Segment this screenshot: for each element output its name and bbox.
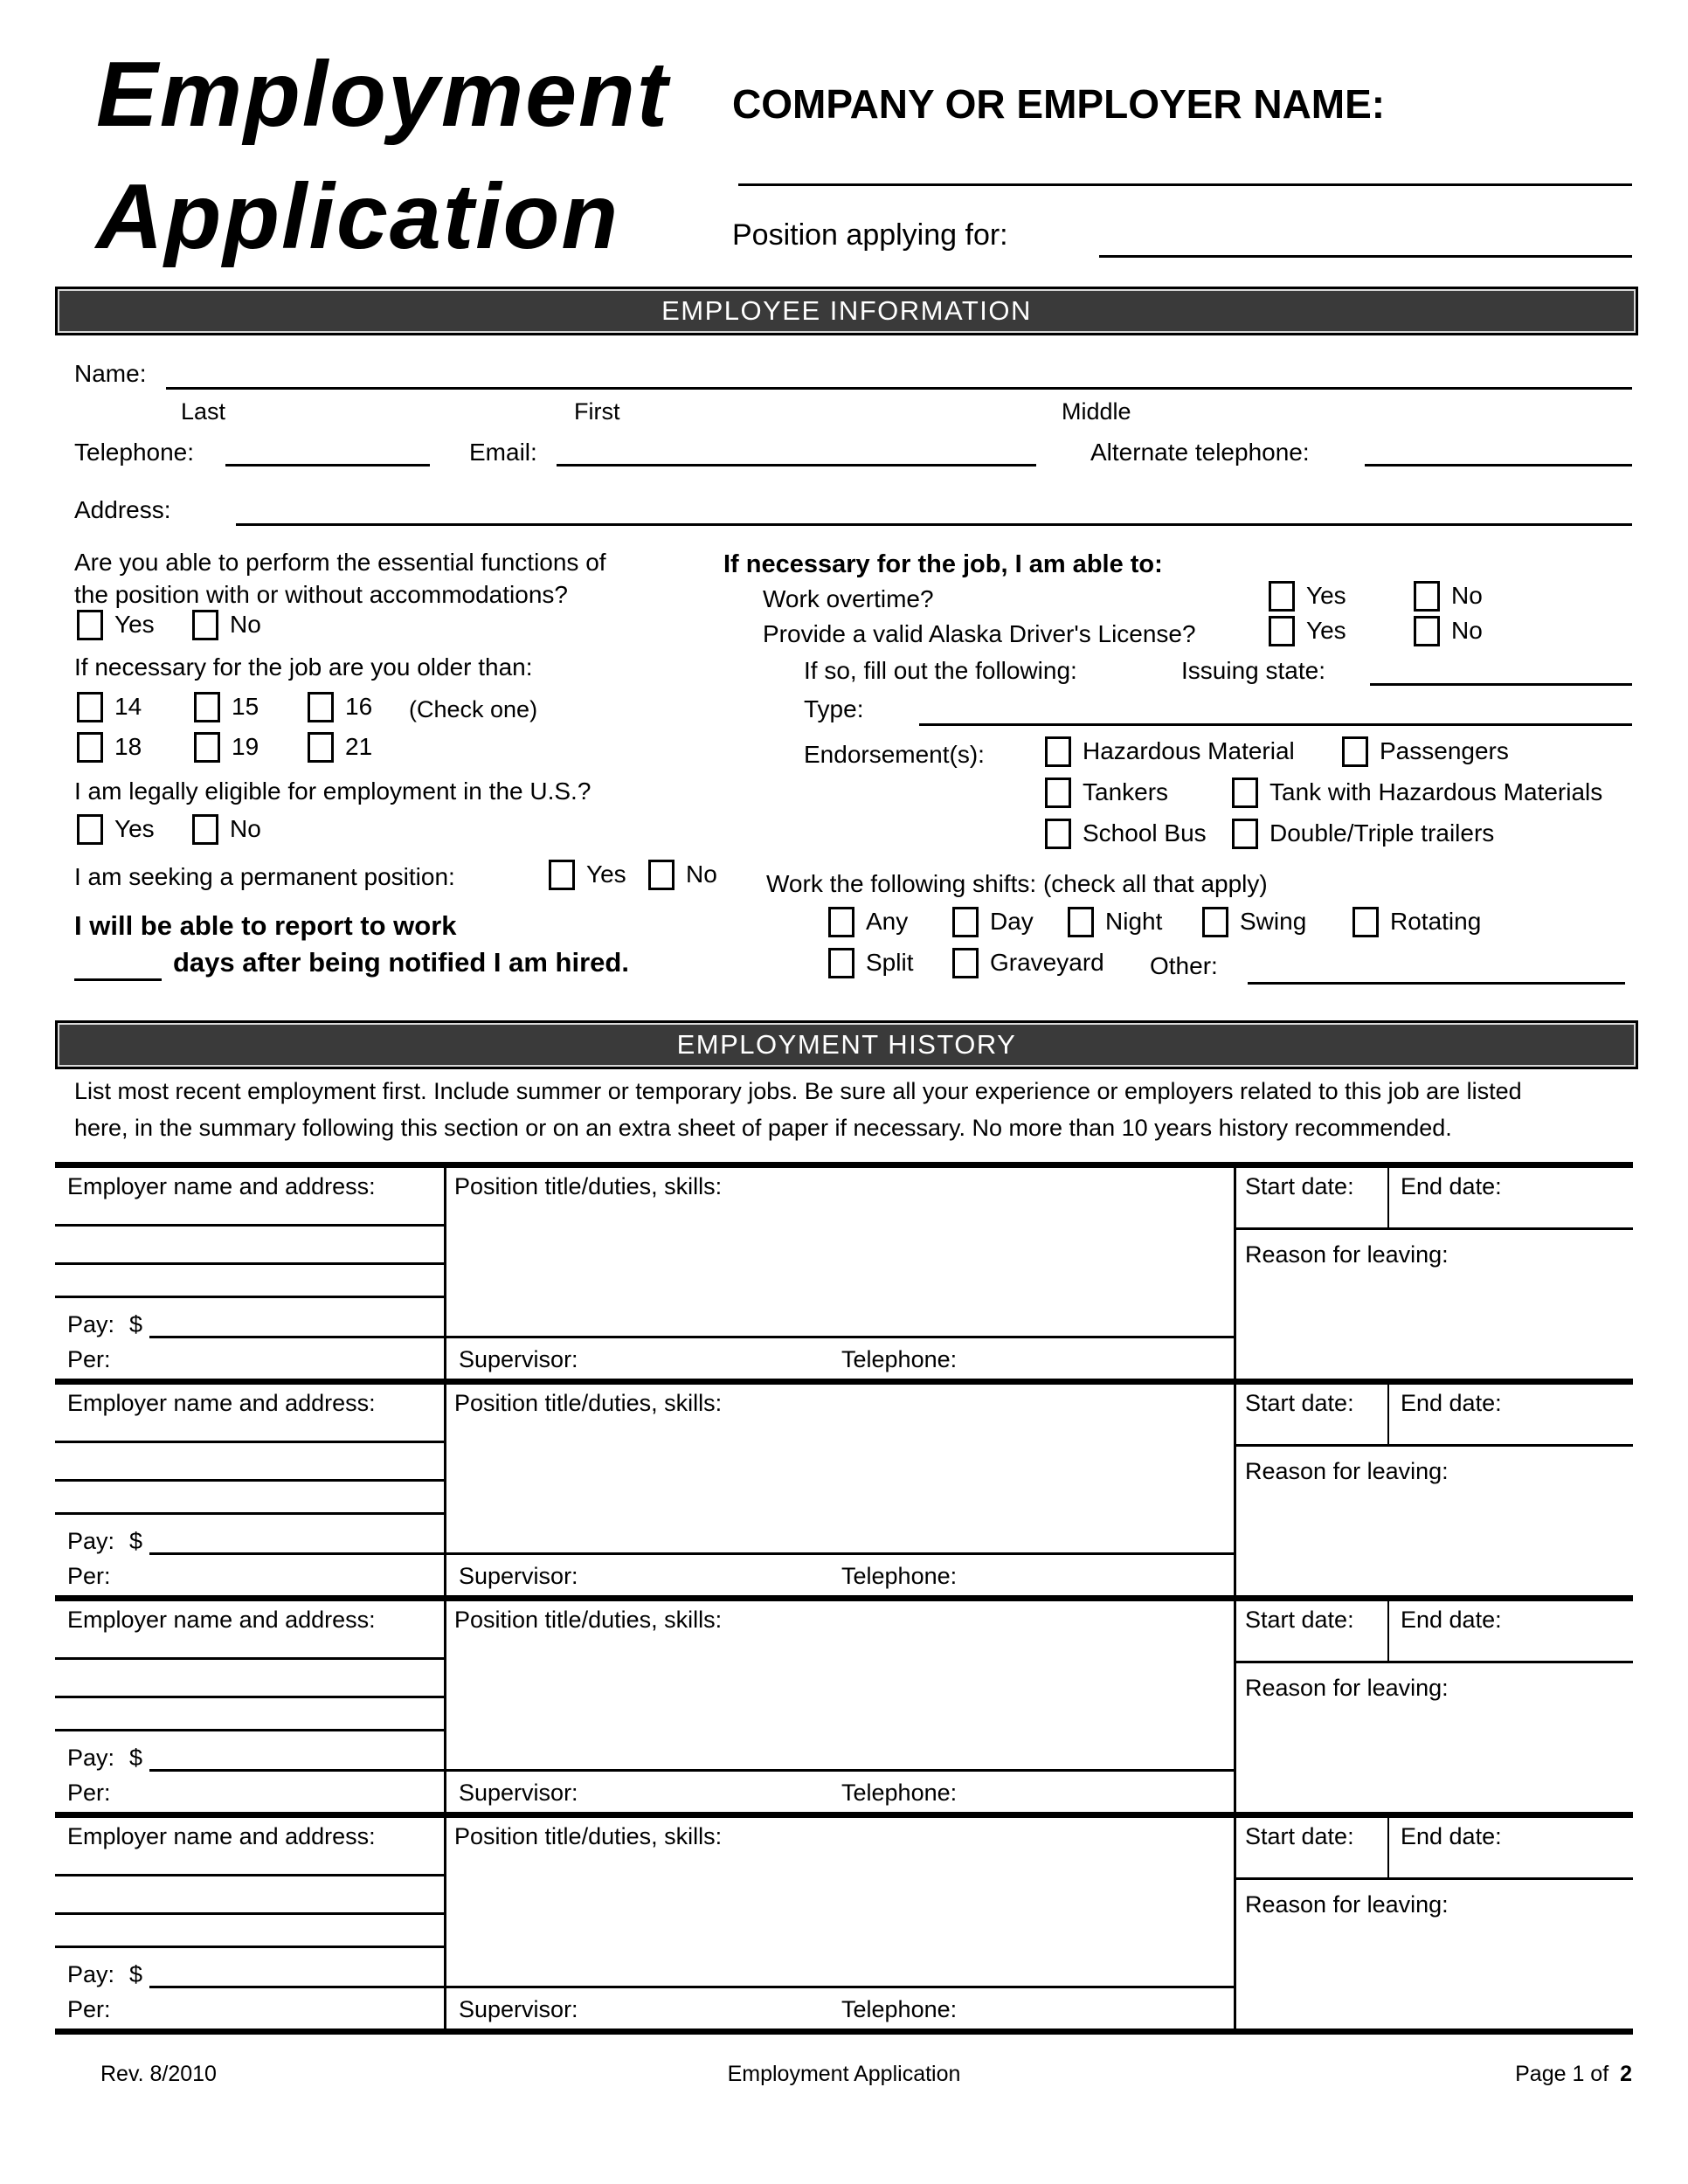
employee-information-title: EMPLOYEE INFORMATION [661, 295, 1032, 326]
start-date-label: Start date: [1245, 1390, 1354, 1416]
employer-address-line-1[interactable] [55, 1441, 444, 1443]
shifts-heading: Work the following shifts: (check all that apply) [766, 870, 1268, 897]
supervisor-label: Supervisor: [459, 1780, 578, 1806]
pay-dollar-sign: $ [129, 1311, 143, 1337]
telephone-field[interactable] [225, 464, 430, 467]
permanent-yes-label: Yes [586, 860, 626, 888]
endorsement-hazmat-checkbox[interactable] [1045, 736, 1071, 767]
pay-label: Pay: [67, 1311, 115, 1337]
start-date-label: Start date: [1245, 1607, 1354, 1633]
supervisor-strip-divider [446, 1336, 1234, 1338]
report-days-field[interactable] [74, 978, 162, 981]
employer-address-line-3[interactable] [55, 1946, 444, 1948]
overtime-yes-checkbox[interactable] [1269, 581, 1295, 612]
age-18-checkbox[interactable] [77, 732, 103, 763]
older-than-question: If necessary for the job are you older than: [74, 653, 533, 681]
column-divider-1 [444, 1168, 446, 1379]
permanent-position-question: I am seeking a permanent position: [74, 863, 455, 890]
employer-address-line-2[interactable] [55, 1479, 444, 1482]
report-to-work-line1: I will be able to report to work [74, 910, 457, 941]
employer-address-line-3[interactable] [55, 1512, 444, 1515]
position-applying-field[interactable] [1099, 255, 1632, 258]
name-sub-last: Last [181, 398, 226, 425]
email-field[interactable] [557, 464, 1036, 467]
per-label: Per: [67, 1780, 111, 1806]
employer-name-label: Employer name and address: [67, 1390, 376, 1416]
shift-day-option [952, 907, 1034, 936]
pay-dollar-sign: $ [129, 1528, 143, 1554]
form-title-line2: Application [96, 165, 620, 268]
shift-other-label: Other: [1150, 952, 1218, 979]
age-15-option [194, 692, 259, 722]
pay-label: Pay: [67, 1528, 115, 1554]
column-divider-1 [444, 1818, 446, 2028]
column-divider-2 [1234, 1818, 1236, 2028]
license-no-checkbox[interactable] [1414, 616, 1440, 646]
name-sub-first: First [574, 398, 620, 425]
telephone-label: Telephone: [74, 439, 195, 466]
endorsements-label: Endorsement(s): [804, 741, 985, 768]
shift-rotating-option [1352, 907, 1481, 936]
position-duties-label: Position title/duties, skills: [454, 1823, 723, 1849]
eligible-yes-label: Yes [114, 815, 155, 842]
date-cell-bottom-border [1234, 1661, 1633, 1663]
supervisor-label: Supervisor: [459, 1346, 578, 1372]
company-name-field[interactable] [738, 183, 1632, 186]
endorsement-school-bus-option [1045, 819, 1207, 848]
shift-rotating-checkbox[interactable] [1352, 907, 1379, 937]
form-title-line1: Employment [96, 43, 670, 146]
shift-night-option [1068, 907, 1162, 936]
age-16-checkbox[interactable] [308, 692, 334, 722]
pay-label: Pay: [67, 1745, 115, 1771]
position-duties-label: Position title/duties, skills: [454, 1173, 723, 1199]
age-21-option [308, 732, 372, 762]
overtime-yes-label: Yes [1306, 582, 1346, 609]
reason-leaving-label: Reason for leaving: [1245, 1458, 1449, 1484]
per-label: Per: [67, 1563, 111, 1589]
column-divider-1 [444, 1601, 446, 1812]
shift-graveyard-label: Graveyard [990, 949, 1104, 976]
supervisor-strip-divider [446, 1552, 1234, 1555]
name-field[interactable] [166, 387, 1632, 390]
essential-yes-checkbox[interactable] [77, 610, 103, 640]
date-cell-divider [1387, 1168, 1389, 1227]
essential-no-checkbox[interactable] [192, 610, 218, 640]
position-applying-label: Position applying for: [732, 218, 1008, 252]
essential-functions-question-line1: Are you able to perform the essential functions of [74, 549, 606, 576]
shift-rotating-label: Rotating [1390, 908, 1482, 935]
employer-address-line-2[interactable] [55, 1912, 444, 1915]
employment-history-table [55, 1162, 1633, 2035]
endorsement-hazmat-label: Hazardous Material [1083, 737, 1295, 764]
address-field[interactable] [236, 523, 1632, 526]
employer-address-line-1[interactable] [55, 1224, 444, 1227]
date-cell-bottom-border [1234, 1877, 1633, 1880]
age-14-option [77, 692, 142, 722]
pay-dollar-sign: $ [129, 1961, 143, 1987]
endorsement-double-triple-label: Double/Triple trailers [1269, 819, 1495, 847]
essential-no-option [192, 610, 261, 639]
company-name-label: COMPANY OR EMPLOYER NAME: [732, 81, 1386, 127]
shift-graveyard-checkbox[interactable] [952, 948, 979, 978]
shift-swing-option [1202, 907, 1306, 936]
employee-information-section-header [55, 287, 1638, 335]
pay-dollar-sign: $ [129, 1745, 143, 1771]
age-15-label: 15 [232, 693, 259, 720]
employment-history-row [55, 1385, 1633, 1601]
column-divider-2 [1234, 1601, 1236, 1812]
start-date-label: Start date: [1245, 1173, 1354, 1199]
age-16-option [308, 692, 372, 722]
position-duties-label: Position title/duties, skills: [454, 1390, 723, 1416]
overtime-no-option [1414, 581, 1483, 611]
name-sub-middle: Middle [1062, 398, 1131, 425]
history-instructions-line1: List most recent employment first. Include summer or temporary jobs. Be sure all your experience or employers related to this job are listed [74, 1078, 1522, 1104]
employer-address-line-1[interactable] [55, 1657, 444, 1660]
shift-split-label: Split [866, 949, 914, 976]
employer-name-label: Employer name and address: [67, 1823, 376, 1849]
age-18-option [77, 732, 142, 762]
shift-any-checkbox[interactable] [828, 907, 854, 937]
endorsement-double-triple-checkbox[interactable] [1232, 819, 1258, 849]
date-cell-divider [1387, 1601, 1389, 1661]
overtime-no-checkbox[interactable] [1414, 581, 1440, 612]
reason-leaving-area[interactable] [1245, 1241, 1621, 1372]
per-label: Per: [67, 1346, 111, 1372]
age-14-label: 14 [114, 693, 142, 720]
per-label: Per: [67, 1996, 111, 2022]
pay-field[interactable] [149, 1769, 444, 1772]
pay-field[interactable] [149, 1986, 444, 1988]
permanent-yes-option [549, 860, 626, 889]
date-cell-divider [1387, 1385, 1389, 1444]
position-duties-area[interactable] [454, 1607, 1232, 1764]
license-yes-option [1269, 616, 1346, 646]
shift-any-label: Any [866, 908, 909, 935]
column-divider-2 [1234, 1385, 1236, 1595]
employment-history-row [55, 1818, 1633, 2035]
shift-split-checkbox[interactable] [828, 948, 854, 978]
supervisor-telephone-label: Telephone: [841, 1780, 958, 1806]
endorsement-tankers-option [1045, 778, 1168, 807]
endorsement-tankers-label: Tankers [1083, 778, 1169, 805]
pay-label: Pay: [67, 1961, 115, 1987]
age-19-label: 19 [232, 733, 259, 760]
shift-swing-label: Swing [1240, 908, 1307, 935]
age-21-label: 21 [345, 733, 373, 760]
eligible-no-option [192, 814, 261, 844]
employment-history-row [55, 1601, 1633, 1818]
reason-leaving-label: Reason for leaving: [1245, 1891, 1449, 1918]
essential-no-label: No [230, 611, 261, 638]
pay-field[interactable] [149, 1336, 444, 1338]
essential-yes-label: Yes [114, 611, 155, 638]
footer-page-total: 2 [1620, 2062, 1632, 2086]
footer-page-prefix: Page 1 of [1515, 2062, 1609, 2086]
pay-field[interactable] [149, 1552, 444, 1555]
license-type-field[interactable] [919, 723, 1632, 726]
endorsement-tank-hazmat-label: Tank with Hazardous Materials [1269, 778, 1603, 805]
endorsement-tank-hazmat-option [1232, 778, 1602, 807]
name-label: Name: [74, 360, 147, 387]
age-19-option [194, 732, 259, 762]
report-to-work-line2: days after being notified I am hired. [173, 947, 629, 978]
shift-day-checkbox[interactable] [952, 907, 979, 937]
date-cell-bottom-border [1234, 1444, 1633, 1447]
supervisor-strip-divider [446, 1769, 1234, 1772]
email-label: Email: [469, 439, 537, 466]
shift-swing-checkbox[interactable] [1202, 907, 1228, 937]
address-label: Address: [74, 496, 171, 523]
position-duties-area[interactable] [454, 1823, 1232, 1980]
alternate-telephone-field[interactable] [1365, 464, 1632, 467]
endorsement-hazmat-option [1045, 736, 1295, 766]
footer-revision: Rev. 8/2010 [100, 2062, 217, 2086]
endorsement-passengers-checkbox[interactable] [1342, 736, 1368, 767]
license-type-label: Type: [804, 695, 864, 722]
eligible-yes-checkbox[interactable] [77, 814, 103, 845]
supervisor-telephone-label: Telephone: [841, 1563, 958, 1589]
shift-split-option [828, 948, 913, 978]
shift-other-field[interactable] [1248, 982, 1625, 985]
endorsement-passengers-label: Passengers [1380, 737, 1509, 764]
shift-night-label: Night [1105, 908, 1163, 935]
employer-address-line-2[interactable] [55, 1262, 444, 1265]
history-instructions-line2: here, in the summary following this section or on an extra sheet of paper if necessary. No more than 10 years history recommended. [74, 1115, 1452, 1141]
employer-address-line-2[interactable] [55, 1696, 444, 1698]
eligible-yes-option [77, 814, 155, 844]
position-duties-area[interactable] [454, 1173, 1232, 1330]
shift-night-checkbox[interactable] [1068, 907, 1094, 937]
age-15-checkbox[interactable] [194, 692, 220, 722]
endorsement-tankers-checkbox[interactable] [1045, 778, 1071, 808]
age-16-label: 16 [345, 693, 373, 720]
footer-page-number [1515, 2062, 1632, 2087]
age-21-checkbox[interactable] [308, 732, 334, 763]
employer-address-line-1[interactable] [55, 1874, 444, 1876]
age-18-label: 18 [114, 733, 142, 760]
overtime-yes-option [1269, 581, 1346, 611]
endorsement-school-bus-checkbox[interactable] [1045, 819, 1071, 849]
start-date-label: Start date: [1245, 1823, 1354, 1849]
essential-yes-option [77, 610, 155, 639]
employment-history-section-header [55, 1020, 1638, 1069]
end-date-label: End date: [1401, 1607, 1502, 1633]
column-divider-1 [444, 1385, 446, 1595]
age-19-checkbox[interactable] [194, 732, 220, 763]
shift-any-option [828, 907, 908, 936]
date-cell-bottom-border [1234, 1227, 1633, 1230]
license-yes-checkbox[interactable] [1269, 616, 1295, 646]
reason-leaving-label: Reason for leaving: [1245, 1241, 1449, 1268]
footer-document-title: Employment Application [727, 2062, 961, 2086]
endorsement-double-triple-option [1232, 819, 1494, 848]
form-title [96, 33, 669, 278]
employer-name-label: Employer name and address: [67, 1607, 376, 1633]
if-so-label: If so, fill out the following: [804, 657, 1077, 684]
eligible-question: I am legally eligible for employment in the U.S.? [74, 778, 591, 805]
shift-day-label: Day [990, 908, 1034, 935]
supervisor-telephone-label: Telephone: [841, 1346, 958, 1372]
date-cell-divider [1387, 1818, 1389, 1877]
license-no-option [1414, 616, 1483, 646]
employer-address-line-3[interactable] [55, 1296, 444, 1298]
supervisor-label: Supervisor: [459, 1563, 578, 1589]
end-date-label: End date: [1401, 1173, 1502, 1199]
supervisor-label: Supervisor: [459, 1996, 578, 2022]
employer-name-label: Employer name and address: [67, 1173, 376, 1199]
age-14-checkbox[interactable] [77, 692, 103, 722]
end-date-label: End date: [1401, 1823, 1502, 1849]
endorsement-passengers-option [1342, 736, 1509, 766]
essential-functions-question-line2: the position with or without accommodations? [74, 581, 568, 608]
permanent-yes-checkbox[interactable] [549, 860, 575, 890]
employment-history-row [55, 1168, 1633, 1385]
endorsement-school-bus-label: School Bus [1083, 819, 1207, 847]
license-question: Provide a valid Alaska Driver's License? [763, 620, 1196, 647]
issuing-state-label: Issuing state: [1181, 657, 1325, 684]
alternate-telephone-label: Alternate telephone: [1090, 439, 1310, 466]
able-to-heading: If necessary for the job, I am able to: [723, 550, 1163, 578]
permanent-no-label: No [686, 860, 717, 888]
endorsement-tank-hazmat-checkbox[interactable] [1232, 778, 1258, 808]
position-duties-area[interactable] [454, 1390, 1232, 1547]
permanent-no-checkbox[interactable] [648, 860, 675, 890]
supervisor-telephone-label: Telephone: [841, 1996, 958, 2022]
end-date-label: End date: [1401, 1390, 1502, 1416]
issuing-state-field[interactable] [1370, 683, 1632, 686]
overtime-question: Work overtime? [763, 585, 934, 612]
reason-leaving-label: Reason for leaving: [1245, 1675, 1449, 1701]
column-divider-2 [1234, 1168, 1236, 1379]
permanent-no-option [648, 860, 717, 889]
employment-history-title: EMPLOYMENT HISTORY [676, 1029, 1017, 1060]
reason-leaving-area[interactable] [1245, 1891, 1621, 2022]
reason-leaving-area[interactable] [1245, 1458, 1621, 1589]
reason-leaving-area[interactable] [1245, 1675, 1621, 1806]
check-one-note: (Check one) [409, 696, 538, 722]
eligible-no-label: No [230, 815, 261, 842]
eligible-no-checkbox[interactable] [192, 814, 218, 845]
supervisor-strip-divider [446, 1986, 1234, 1988]
license-yes-label: Yes [1306, 617, 1346, 644]
position-duties-label: Position title/duties, skills: [454, 1607, 723, 1633]
employer-address-line-3[interactable] [55, 1729, 444, 1731]
shift-graveyard-option [952, 948, 1104, 978]
overtime-no-label: No [1451, 582, 1483, 609]
license-no-label: No [1451, 617, 1483, 644]
